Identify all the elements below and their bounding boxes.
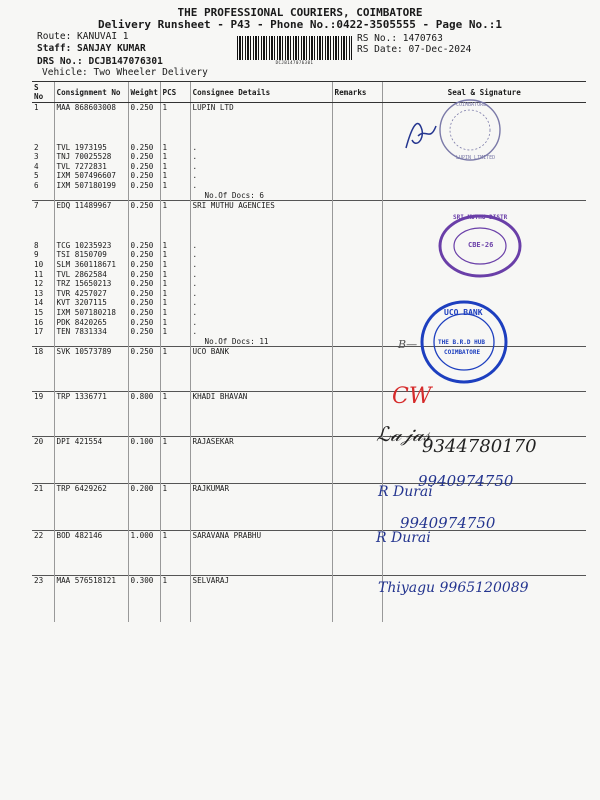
- uco-stamp-text: UCO BANK: [444, 308, 483, 317]
- rs-date: RS Date: 07-Dec-2024: [357, 44, 472, 55]
- sri-muthu-stamp-code: CBE-26: [468, 241, 494, 249]
- table-row: 16 PDK 8420265 0.250 1 .: [32, 318, 586, 328]
- col-sno: S No: [32, 82, 54, 103]
- table-row: 17 TEN 7831334 0.250 1 .: [32, 327, 586, 337]
- barcode: [237, 36, 352, 60]
- saravana-phone: 9940974750: [400, 514, 496, 532]
- sri-muthu-stamp-text: SRI MUTHU DISTR: [453, 214, 508, 221]
- table-row: 6 IXM 507180199 0.250 1 .: [32, 181, 586, 191]
- barcode-caption: DCJB147076301: [275, 60, 314, 65]
- col-remarks: Remarks: [332, 82, 382, 103]
- table-row: 21 TRP 6429262 0.200 1 RAJKUMAR: [32, 484, 586, 494]
- table-row: 2 TVL 1973195 0.250 1 .: [32, 143, 586, 153]
- rajasekar-signature: ℒ𝒶𝒿𝒶𝓈: [376, 422, 431, 446]
- table-row: 1 MAA 868603008 0.250 1 LUPIN LTD: [32, 103, 586, 113]
- lupin-stamp-text-top: COIMBATORE: [456, 102, 487, 108]
- rs-number: RS No.: 1470763: [357, 33, 443, 44]
- table-row: 11 TVL 2862584 0.250 1 .: [32, 270, 586, 280]
- col-consignee: Consignee Details: [190, 82, 332, 103]
- docs-count: No.Of Docs: 11: [190, 337, 332, 347]
- table-row: 15 IXM 507180218 0.250 1 .: [32, 308, 586, 318]
- table-row: 8 TCG 10235923 0.250 1 .: [32, 241, 586, 251]
- col-weight: Weight: [128, 82, 160, 103]
- group-note-row: [32, 191, 586, 201]
- company-title: THE PROFESSIONAL COURIERS, COIMBATORE: [177, 6, 423, 19]
- col-pcs: PCS: [160, 82, 190, 103]
- rajkumar-phone: 9940974750: [418, 472, 514, 490]
- col-seal-signature: Seal & Signature: [382, 82, 586, 103]
- table-row: 9 TSI 8150709 0.250 1 .: [32, 250, 586, 260]
- staff-label: Staff: SANJAY KUMAR: [37, 43, 146, 54]
- drs-number: DRS No.: DCJB147076301: [37, 56, 163, 67]
- table-row: 3 TNJ 70025528 0.250 1 .: [32, 152, 586, 162]
- saravana-signature: R Durai: [376, 530, 431, 546]
- table-row: 14 KVT 3207115 0.250 1 .: [32, 298, 586, 308]
- table-row: 22 BOD 482146 1.000 1 SARAVANA PRABHU: [32, 530, 586, 540]
- table-row: 4 TVL 7272831 0.250 1 .: [32, 162, 586, 172]
- rajasekar-phone: 9344780170: [422, 436, 537, 457]
- docs-count: No.Of Docs: 6: [190, 191, 332, 201]
- vehicle-label: Vehicle: Two Wheeler Delivery: [42, 67, 208, 78]
- route-label: Route: KANUVAI 1: [37, 31, 129, 42]
- table-row: 19 TRP 1336771 0.800 1 KHADI BHAVAN: [32, 391, 586, 401]
- uco-initial-mark: B—: [398, 338, 418, 351]
- runsheet-subtitle: Delivery Runsheet - P43 - Phone No.:0422-3505555 - Page No.:1: [98, 18, 502, 31]
- table-row: 5 IXM 507496607 0.250 1 .: [32, 171, 586, 181]
- uco-stamp-city: COIMBATORE: [444, 349, 481, 356]
- uco-stamp-branch: THE B.R.D HUB: [438, 339, 485, 346]
- col-consignment: Consignment No: [54, 82, 128, 103]
- rajkumar-signature: R Durai: [378, 484, 433, 500]
- lupin-stamp-and-signature: [400, 96, 510, 176]
- table-row: 20 DPI 421554 0.100 1 RAJASEKAR: [32, 437, 586, 447]
- lupin-stamp-text-bottom: LUPIN LIMITED: [456, 155, 496, 161]
- table-row: 7 EDQ 11489967 0.250 1 SRI MUTHU AGENCIES: [32, 201, 586, 211]
- table-row: 18 SVK 10573789 0.250 1 UCO BANK: [32, 347, 586, 357]
- table-row: 13 TVR 4257027 0.250 1 .: [32, 289, 586, 299]
- table-row: 23 MAA 576518121 0.300 1 SELVARAJ: [32, 576, 586, 586]
- khadi-remark-handwriting: CW: [392, 384, 432, 409]
- selvaraj-signature: Thiyagu 9965120089: [378, 580, 529, 596]
- table-row: 10 SLM 360118671 0.250 1 .: [32, 260, 586, 270]
- table-row: 12 TRZ 15650213 0.250 1 .: [32, 279, 586, 289]
